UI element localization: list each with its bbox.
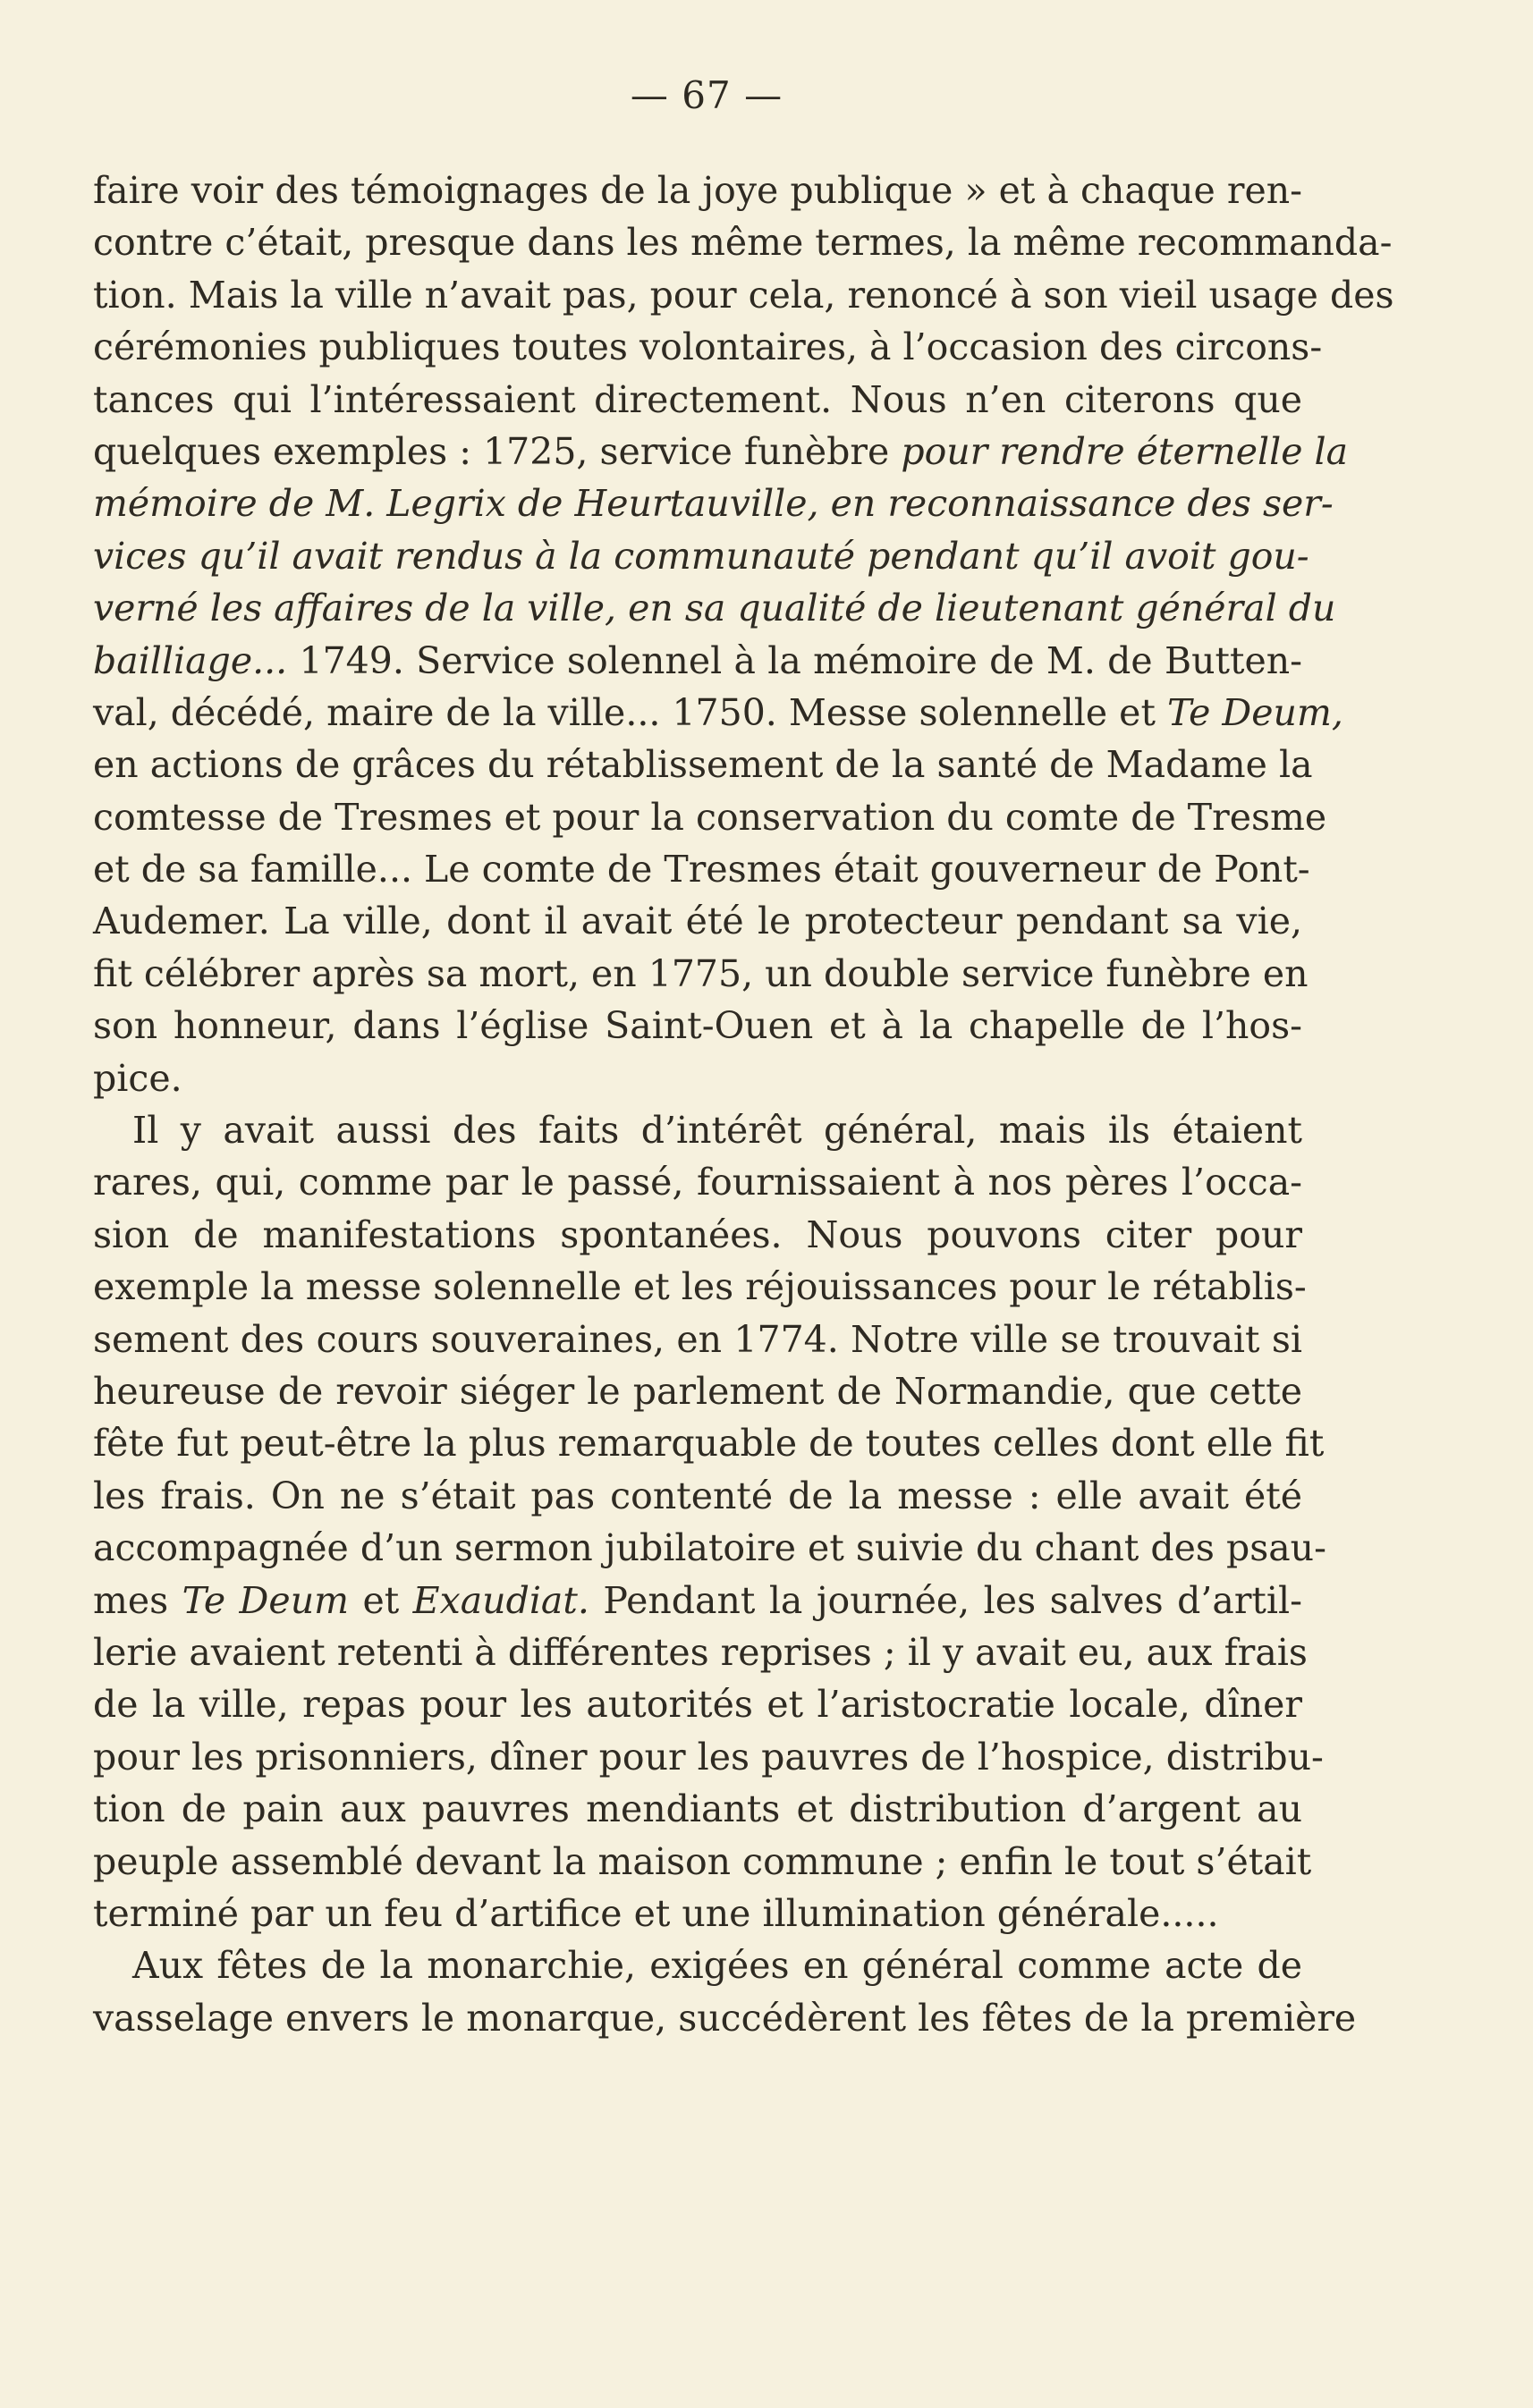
text-segment: exemple la messe solennelle et les réjouissances pour le rétablis- [93, 1265, 1307, 1309]
text-segment: terminé par un feu d’artifice et une illumination générale..... [93, 1891, 1219, 1935]
text-segment: quelques exemples : 1725, service funèbre [93, 429, 902, 473]
text-segment: accompagnée d’un sermon jubilatoire et suivie du chant des psau- [93, 1526, 1326, 1570]
text-segment: vasselage envers le monarque, succédèrent les fêtes de la première [93, 1996, 1357, 2040]
text-segment: sion de manifestations spontanées. Nous pouvons citer pour [93, 1212, 1302, 1256]
text-line [93, 269, 1394, 321]
text-line [93, 477, 1334, 529]
text-segment: en actions de grâces du rétablissement de la santé de Madame la [93, 743, 1313, 787]
text-line [93, 635, 1302, 687]
text-segment: peuple assemblé devant la maison commune ; enfin le tout s’était [93, 1839, 1312, 1883]
text-line [93, 843, 1310, 895]
text-segment: son honneur, dans l’église Saint-Ouen et à la chapelle de l’hos- [93, 1004, 1302, 1048]
italic-text: verné les affaires de la ville, en sa qualité de lieutenant général du [93, 587, 1336, 630]
text-segment: pice. [93, 1056, 182, 1100]
text-segment: comtesse de Tresmes et pour la conservation du comte de Tresme [93, 795, 1327, 839]
text-line [93, 216, 1393, 268]
italic-text: vices qu’il avait rendus à la communauté pendant qu’il avoit gou- [93, 534, 1309, 578]
text-segment: pour les prisonniers, dîner pour les pauvres de l’hospice, distribu- [93, 1735, 1324, 1779]
text-segment: faire voir des témoignages de la joye publique » et à chaque ren- [93, 169, 1302, 212]
text-line [93, 1417, 1325, 1469]
text-line [93, 530, 1309, 582]
text-line [93, 374, 1302, 426]
text-segment: fête fut peut-être la plus remarquable de toutes celles dont elle fit [93, 1422, 1325, 1466]
text-line [93, 1783, 1302, 1835]
text-line [93, 1470, 1302, 1522]
page-number: — 67 — [630, 73, 783, 117]
text-segment: contre c’était, presque dans les même termes, la même recommanda- [93, 221, 1393, 265]
text-segment: heureuse de revoir siéger le parlement de Normandie, que cette [93, 1369, 1302, 1413]
text-line [93, 1261, 1307, 1313]
italic-text: Exaudiat. [412, 1578, 589, 1622]
text-line [93, 1156, 1302, 1208]
text-line [93, 321, 1323, 373]
text-line [93, 895, 1302, 947]
text-line [93, 1209, 1302, 1261]
text-segment: les frais. On ne s’était pas contenté de la messe : elle avait été [93, 1474, 1302, 1517]
text-line [93, 1836, 1312, 1888]
text-line [93, 165, 1302, 216]
text-line [93, 1314, 1302, 1365]
text-line [93, 1888, 1302, 1939]
text-line [93, 1992, 1357, 2044]
italic-text: mémoire de M. Legrix de Heurtauville, en reconnaissance des ser- [93, 482, 1334, 526]
text-segment: val, décédé, maire de la ville... 1750. Messe solennelle et [93, 690, 1167, 734]
text-line [93, 1365, 1302, 1417]
text-line [93, 1522, 1326, 1574]
text-segment: lerie avaient retenti à différentes reprises ; il y avait eu, aux frais [93, 1630, 1308, 1674]
text-segment: tion de pain aux pauvres mendiants et distribution d’argent au [93, 1787, 1302, 1831]
text-line [93, 948, 1309, 1000]
text-segment: Aux fêtes de la monarchie, exigées en général comme acte de [132, 1944, 1302, 1988]
text-line [93, 1104, 1302, 1156]
text-line [93, 1939, 1302, 1991]
text-segment: Pendant la journée, les salves d’artil- [589, 1578, 1302, 1622]
text-segment: Audemer. La ville, dont il avait été le protecteur pendant sa vie, [93, 900, 1302, 943]
text-line [93, 791, 1327, 843]
text-segment: tion. Mais la ville n’avait pas, pour cela, renoncé à son vieil usage des [93, 273, 1394, 317]
text-segment: fit célébrer après sa mort, en 1775, un double service funèbre en [93, 951, 1309, 995]
text-line [93, 1575, 1302, 1626]
text-segment: et de sa famille... Le comte de Tresmes était gouverneur de Pont- [93, 848, 1310, 891]
text-line [93, 739, 1313, 790]
italic-text: pour rendre éternelle la [901, 429, 1349, 473]
italic-text: Te Deum [182, 1578, 349, 1622]
text-segment: de la ville, repas pour les autorités et l’aristocratie locale, dîner [93, 1683, 1302, 1727]
text-segment: cérémonies publiques toutes volontaires, à l’occasion des circons- [93, 325, 1323, 369]
text-segment: sement des cours souveraines, en 1774. Notre ville se trouvait si [93, 1317, 1302, 1361]
text-line [93, 1626, 1308, 1678]
text-line [93, 1678, 1302, 1730]
text-line [93, 687, 1343, 739]
text-segment: mes [93, 1578, 182, 1622]
text-segment: Il y avait aussi des faits d’intérêt général, mais ils étaient [132, 1109, 1302, 1153]
body-text [93, 165, 1394, 2044]
text-line [93, 426, 1349, 477]
text-line [93, 582, 1336, 634]
text-segment: 1749. Service solennel à la mémoire de M. de Butten- [287, 638, 1302, 682]
text-segment: rares, qui, comme par le passé, fournissaient à nos pères l’occa- [93, 1161, 1302, 1204]
text-segment: tances qui l’intéressaient directement. Nous n’en citerons que [93, 377, 1302, 421]
text-segment: et [348, 1578, 413, 1622]
text-line [93, 1052, 1302, 1104]
text-line [93, 1000, 1302, 1052]
italic-text: Te Deum, [1166, 690, 1343, 734]
italic-text: bailliage... [93, 638, 288, 682]
text-line [93, 1731, 1324, 1783]
